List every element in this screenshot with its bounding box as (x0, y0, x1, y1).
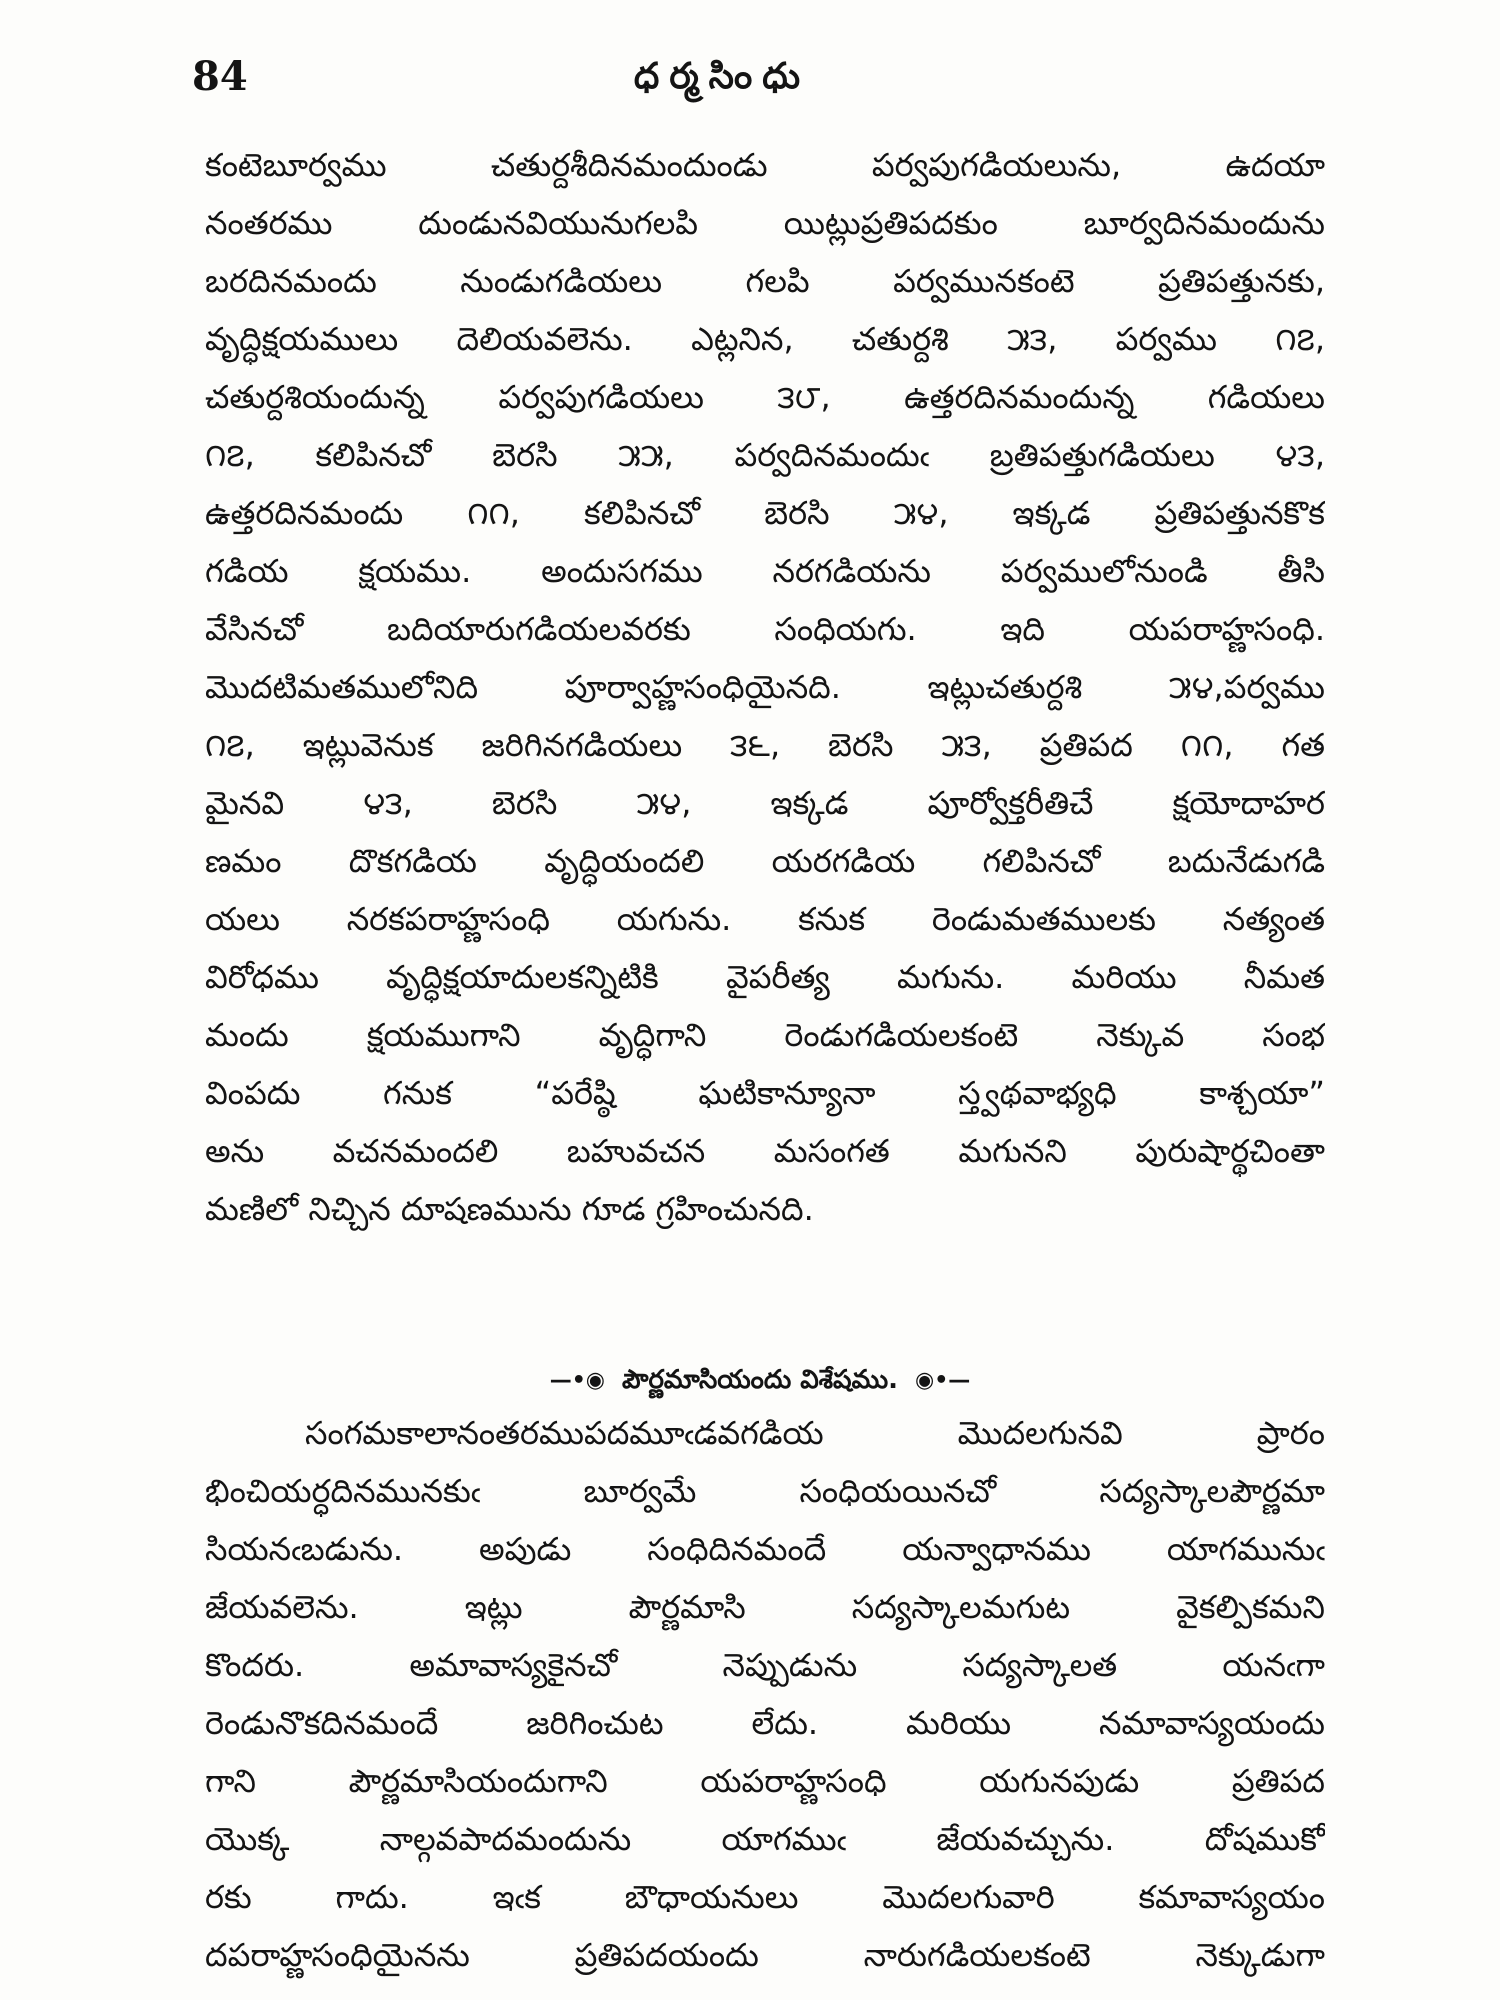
text-line: సియనఁబడును. అపుడు సంధిదినమందే యన్వాధానము యాగమునుఁ (205, 1530, 1325, 1568)
text-line: భించియర్ధదినమునకుఁ బూర్వమే సంధియయినచో సద్యస్కాలపౌర్ణమా (205, 1472, 1325, 1510)
page-number: 84 (192, 53, 248, 100)
text-line: నంతరము దుండునవియునుగలపి యిట్లుప్రతిపదకుం బూర్వదినమందును (205, 204, 1325, 242)
right-ornament-icon: ◉•— (915, 1367, 971, 1393)
paragraph-1 (205, 136, 1325, 1238)
text-line: ఉత్తరదినమందు ౧౧, కలిపినచో బెరసి ౫౪, ఇక్కడ ప్రతిపత్తునకొక (205, 494, 1325, 532)
text-line: గాని పౌర్ణమాసియందుగాని యపరాహ్ణసంధి యగునపుడు ప్రతిపద (205, 1762, 1325, 1800)
text-line: అను వచనమందలి బహువచన మసంగత మగునని పురుషార్థచింతా (205, 1132, 1325, 1170)
left-ornament-icon: —•◉ (549, 1367, 605, 1393)
text-line: గడియ క్షయము. అందుసగము నరగడియను పర్వములోనుండి తీసి (205, 552, 1325, 590)
text-line: బరదినమందు నుండుగడియలు గలపి పర్వమునకంటె ప్రతిపత్తునకు, (205, 262, 1325, 300)
section-heading (460, 1360, 1060, 1400)
text-line: యొక్క నాల్గవపాదమందును యాగముఁ జేయవచ్చును. దోషముకో (205, 1820, 1325, 1858)
text-line: జేయవలెను. ఇట్లు పౌర్ణమాసి సద్యస్కాలమగుట వైకల్పికమని (205, 1588, 1325, 1626)
text-line: వేసినచో బదియారుగడియలవరకు సంధియగు. ఇది యపరాహ్ణసంధి. (205, 610, 1325, 648)
text-line: చతుర్దశియందున్న పర్వపుగడియలు ౩౮, ఉత్తరదినమందున్న గడియలు (205, 378, 1325, 416)
text-line: దపరాహ్ణసంధియైనను ప్రతిపదయందు నారుగడియలకంటె నెక్కుడుగా (205, 1936, 1325, 1974)
text-line: రకు గాదు. ఇఁక బౌధాయనులు మొదలగువారి కమావాస్యయం (205, 1878, 1325, 1916)
text-line: మందు క్షయముగాని వృద్ధిగాని రెండుగడియలకంటె నెక్కువ సంభ (205, 1016, 1325, 1054)
section-heading-text: పౌర్ణమాసియందు విశేషము. (622, 1365, 898, 1395)
text-line: సంగమకాలానంతరముపదమూఁడవగడియ మొదలగునవి ప్రారం (305, 1414, 1325, 1452)
text-line: వృద్ధిక్షయములు దెలియవలెను. ఎట్లనిన, చతుర్దశి ౫౩, పర్వము ౧౭, (205, 320, 1325, 358)
text-line: వింపదు గనుక “పరేష్ఠి ఘటికాన్యూనా స్త్వథవాభ్యధి కాశ్చయా” (205, 1074, 1325, 1112)
text-line: విరోధము వృద్ధిక్షయాదులకన్నిటికి వైపరీత్య మగును. మరియు నీమత (205, 958, 1325, 996)
text-line: మణిలో నిచ్చిన దూషణమును గూడ గ్రహించునది. (205, 1190, 814, 1228)
text-line: ౧౭, ఇట్లువెనుక జరిగినగడియలు ౩౬, బెరసి ౫౩, ప్రతిపద ౧౧, గత (205, 726, 1325, 764)
text-line: మైనవి ౪౩, బెరసి ౫౪, ఇక్కడ పూర్వోక్తరీతిచే క్షయోదాహర (205, 784, 1325, 822)
text-line: ణమం దొకగడియ వృద్ధియందలి యరగడియ గలిపినచో బదునేడుగడి (205, 842, 1325, 880)
text-line: కొందరు. అమావాస్యకైనచో నెప్పుడును సద్యస్కాలత యనఁగా (205, 1646, 1325, 1684)
text-line: మొదటిమతములోనిది పూర్వాహ్ణసంధియైనది. ఇట్లుచతుర్దశి ౫౪,పర్వము (205, 668, 1325, 706)
text-line: యలు నరకపరాహ్ణసంధి యగును. కనుక రెండుమతములకు నత్యంత (205, 900, 1325, 938)
running-title: ధర్మసింధు (633, 56, 811, 97)
page-header (192, 52, 1322, 112)
text-line: కంటెబూర్వము చతుర్దశీదినమందుండు పర్వపుగడియలును, ఉదయా (205, 146, 1325, 184)
paragraph-2 (205, 1404, 1325, 1984)
text-line: ౧౭, కలిపినచో బెరసి ౫౫, పర్వదినమందుఁ బ్రతిపత్తుగడియలు ౪౩, (205, 436, 1325, 474)
text-line: రెండునొకదినమందే జరిగించుట లేదు. మరియు నమావాస్యయందు (205, 1704, 1325, 1742)
